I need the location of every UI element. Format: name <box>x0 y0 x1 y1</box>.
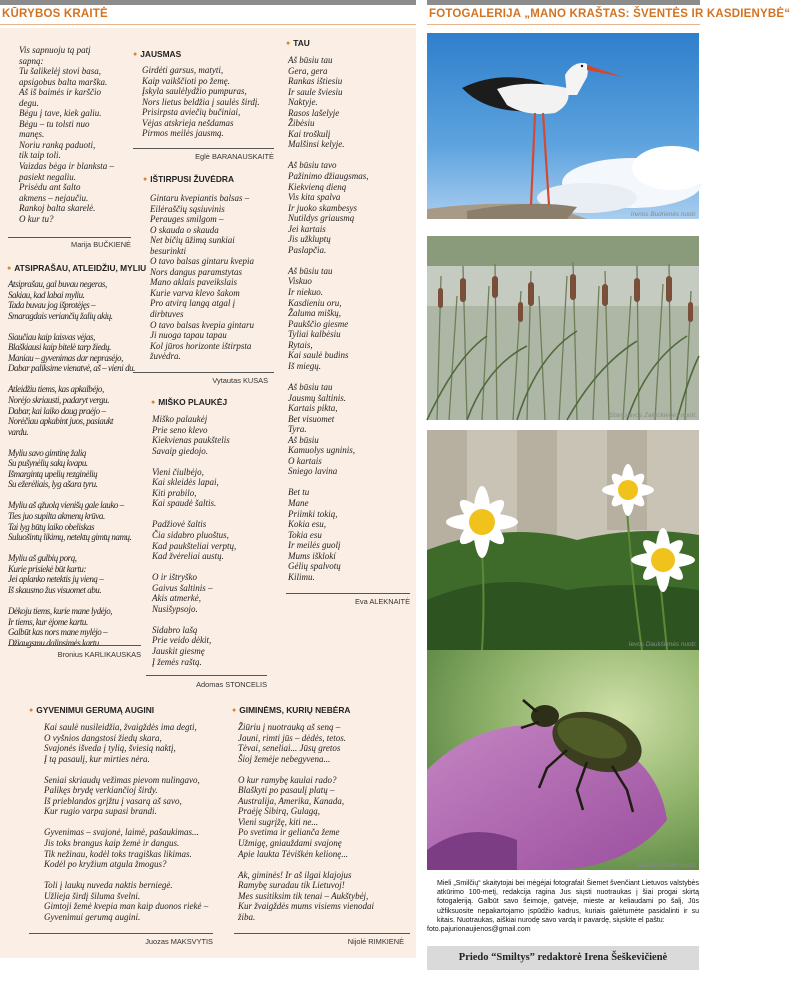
poem-untitled-author: Marija BUČKIENĖ <box>71 240 131 249</box>
photo-beetle <box>427 650 699 870</box>
section-header-right: FOTOGALERIJA „MANO KRAŠTAS: ŠVENTĖS IR KASDIENYBĖ“ <box>429 8 790 20</box>
photo-stork <box>427 33 699 219</box>
photo-credit: Vaidoto Kisielio nuotr. <box>635 862 697 869</box>
poem-istirpusi-zuvedra-author: Vytautas KUSAS <box>212 376 268 385</box>
beetle-image <box>427 650 699 870</box>
poem-atsiprasau-text: Atsiprašau, gal buvau negeras, Sakiau, kad labai myliu. Tada buvau jog išprotėjęs – Smaragdais veriančių žalių akių. Siaučiau kaip laisvas vėjas, Blaškiausi kaip bitelė tarp žiedų. Maniau – gyvenimas dar neprasėjo, Dabar paliksime vienatvė, aš – vieni du. Atleidžiu tiems, kas apkalbėjo, Norėjo skriausti, padaryt vergu. Dabar, kai laiko daug praėjo – Norėčiau apkabint juos, pasiaukt vardu. Myliu savo gimtinę žalią Su pušynėlių sakų kvapu. Išmargintą upelių rezginėlių Su ežerėliais, lyg ašara tyru. Myliu aš ąžuolą vienišų gale lauko – Ties juo supilta akmenų krūva. Tai lyg būtų laiko obeliskas Suluošintų likimų, netektų gimtų namų. Myliu aš gulbių porą, Kurie prisiekė būt kartu: Jei aplanko netektis jų vieną – Iš skausmo žus visuomet abu. Dėkoju tiems, kurie mane lydėjo, Ir tiems, kur ėjome kartu. Galbūt kas nors mane mylėjo – Džiaugsmu dalinsimės kartu. <box>8 279 135 648</box>
header-rule-left <box>0 24 416 25</box>
daisies-image <box>427 430 699 650</box>
photo-credit: Irenos Budrienės nuotr. <box>630 211 697 218</box>
poem-atsiprasau-title: ● ATSIPRAŠAU, ATLEIDŽIU, MYLIU <box>7 263 146 273</box>
separator <box>234 933 410 934</box>
poem-tau-text: Aš būsiu tau Gera, gera Rankas ištiesiu Ir saule šviesiu Naktyje. Rasos lašelyje Žibėsiu Kai troškulį Malšinsi kelyje. Aš būsiu tavo Pažinimo džiaugsmas, Kiekvieną dieną Vis kita spalva Ir juoko skambesys Nutildys griausmą Jei kartais Jis užkluptų Paslapčia. Aš būsiu tau Viskuo Ir niekuo. Kasdieniu oru, Žaluma miškų, Paukščio giesme Tyliai kalbėsiu Rytais, Kai saulė budins Iš miegų. Aš būsiu tau Jausmų šaltinis. Kartais pikta, Bet visuomet Tyra. Aš būsiu Kamuolys ugninis, O kartais Sniego lavina Bet tu Mane Priimki tokią, Kokia esu, Tokia esu Ir meilės guolį Mums išklokí Gėlių spalvotų Kilimu. <box>288 55 369 582</box>
poem-misko-plaukej-title: ● MIŠKO PLAUKĖJ <box>151 397 227 407</box>
photo-submission-notice <box>427 879 699 934</box>
poem-atsiprasau-author: Bronius KARLIKAUSKAS <box>57 650 141 659</box>
poem-giminems-title: ● GIMINĖMS, KURIŲ NEBĖRA <box>232 705 350 715</box>
poem-giminems-author: Nijolė RIMKIENĖ <box>347 937 404 946</box>
poem-jausmas-text: Girdėti garsus, matyti, Kaip vaikščioti po žemę. Įskyla saulėlydžio pumpuras, Nors lietus beldžia į saulės širdį. Prisirpsta aviečių bučiniai, Vėjas atskrieja nešdamas Pirmos meilės jausmą. <box>142 65 260 139</box>
poem-istirpusi-zuvedra-title: ● IŠTIRPUSI ŽUVĖDRA <box>143 174 234 184</box>
photo-daisies <box>427 430 699 650</box>
separator <box>146 675 267 676</box>
top-bar-left <box>0 0 416 5</box>
poem-untitled-text: Vis sapnuoju tą patį sapną: Tu šalikelėj stovi basa, apsigobus balta marška. Aš iš baimės ir karščio degu. Bėgu į tave, kiek galiu. Bėgu – tu tolsti nuo manęs. Noriu ranką paduoti, tik taip toli. Vaizdas bėga ir blanksta – pasiekt negaliu. Prisėdu ant šalto akmens – nejaučiu. Rankoj balta skarelė. O kur tu? <box>19 45 115 224</box>
separator <box>8 237 131 238</box>
poem-gyvenimui-text: Kai saulė nusileidžia, žvaigždės ima degti, O vyšnios dangstosi žiedų skara, Svajonės išveda į tylią, šviesią naktį, Į tą pasaulį, kur mirties nėra. Seniai skriaudų vežimas pievom nulingavo, Palikęs brydę verkiančioj širdy. Iš prieblandos grįžtu į vasarą aš savo, Kur rugio varpa supasi brandi. Gyvenimas – svajonė, laimė, pašaukimas... Jis toks brangus kaip žemė ir dangus. Tik nežinau, kodėl toks tragiškas likimas. Kodėl po kryžium atgula žmogus? Toli į laukų nuveda naktis berniegė. Užlieja širdį šiluma švelni. Gimtoji žemė kvepia man kaip duonos riekė – Gyvenimui gerumą augini. <box>44 722 209 922</box>
poem-tau-title: ● TAU <box>286 38 310 48</box>
footer-editor: Priedo “Smiltys” redaktorė Irena Šeškevičienė <box>427 946 699 970</box>
poem-jausmas-author: Eglė BARANAUSKAITĖ <box>195 152 274 161</box>
poem-tau-author: Eva ALEKNAITĖ <box>354 597 410 606</box>
photo-reeds <box>427 236 699 420</box>
poem-gyvenimui-author: Juozas MAKSVYTIS <box>145 937 213 946</box>
poem-istirpusi-zuvedra-text: Gintaru kvepiantis balsas – Eilėraščių sąsiuvinis Perauges smilgom – O skauda o skauda Net bičių ūžimą sunkiai besurinkti O tavo balsas gintaru kvepia Nors dangus paramstytas Mano aklais paveikslais Kurie varva klevo šakom Pro atvirą langą atgal į dirbtuves O tavo balsas kvepia gintaru Ji nuoga tapau tapau Kol jūros horizonte ištirpsta žuvėdra. <box>150 193 254 362</box>
stork-image <box>427 33 699 219</box>
poem-jausmas-title: ● JAUSMAS <box>133 49 181 59</box>
separator <box>8 645 141 646</box>
poem-misko-plaukej-text: Miško palaukėj Prie seno klevo Kiekvienas paukštelis Savaip giedojo. Vieni čiulbėjo, Kai skleidės lapai, Kiti prabilo, Kai spaudė šaltis. Padžiovė šaltis Čia sidabro pluoštus, Kad paukšteliai verptų, Kad žvėreliai austų. O ir ištryško Gaivus šaltinis – Akis atmerkė, Nusišypsojo. Sidabro lašą Prie veido dėkit, Jauskit giesmę Į žemės raštą. <box>152 414 237 667</box>
photo-credit: Ievos Daukšienės nuotr. <box>628 641 697 648</box>
separator <box>29 933 213 934</box>
separator <box>133 372 274 373</box>
poem-gyvenimui-title: ● GYVENIMUI GERUMĄ AUGINI <box>29 705 154 715</box>
photo-credit: Stanislavos Zaklickienės nuotr. <box>609 412 697 419</box>
notice-email[interactable]: foto.pajurionaujienos@gmail.com <box>427 926 531 934</box>
separator <box>286 593 410 594</box>
top-bar-right <box>427 0 700 5</box>
poem-giminems-text: Žiūriu į nuotrauką aš seną – Jauni, rimti jūs – dėdės, tetos. Tėvai, seneliai... Jūsų gretos Šioj žemėje nebegyvena... O kur ramybę kaulai rado? Blaškyti po pasaulį platų – Australija, Amerika, Kanada, Praėję Sibirą, Gulagą, Vieni sugrįžę, kiti ne... Po svetima ir gelianča žeme Užmigę, gniauždami svajonę Apie laukta Tėviškėn kelionę... Ak, giminės! Ir aš ilgai klajojus Ramybę suradau tik Lietuvoj! Mes susitiksim tik tenai – Aukštybėj, Kur žvaigždės mums visiems vienodai žiba. <box>238 722 374 922</box>
notice-text: Mieli „Smilčių“ skaitytojai bei mėgėjai fotografai! Šiemet švenčiant Lietuvos valstybės atkūrimo 100-metį, redakcija ragina Jus siųsti nuotraukas į šiai progai skirtą fotogaleriją. Galbūt savo šeimoje, gatvėje, mieste ar keliaudami po šalį, Jūs užfiksuosite nepakartojamo įspūdžio kadrus, kuriais galėtumėte pasidalinti ir su kitais. Nuotraukas, aiškiai nurodę savo vardą ir pavardę, siųskite el paštu: <box>437 880 699 924</box>
header-rule-right <box>427 24 700 25</box>
reeds-image <box>427 236 699 420</box>
separator <box>133 148 274 149</box>
section-header-left: KŪRYBOS KRAITĖ <box>2 8 108 20</box>
poem-misko-plaukej-author: Adomas STONCELIS <box>196 680 267 689</box>
